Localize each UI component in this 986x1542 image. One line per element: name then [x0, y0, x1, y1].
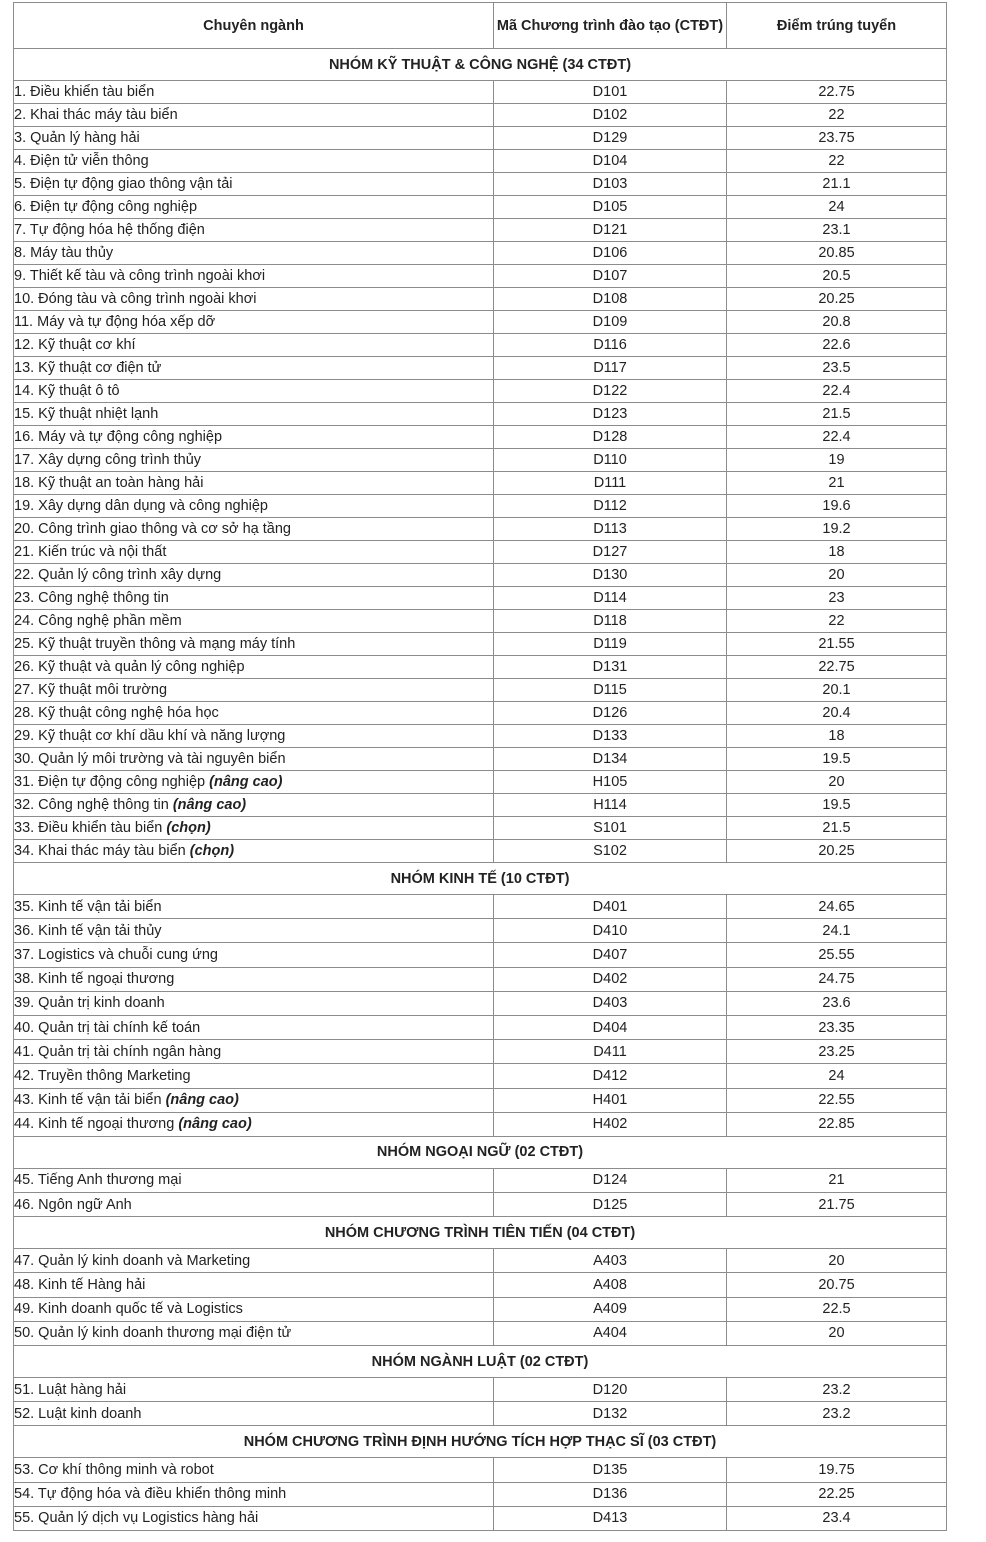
major-name-cell — [14, 334, 494, 357]
table-header-row — [14, 3, 947, 49]
table-row — [14, 1378, 947, 1402]
admission-score: 20 — [727, 564, 947, 587]
major-name: 25. Kỹ thuật truyền thông và mạng máy tính — [14, 636, 296, 652]
program-code: D122 — [494, 380, 727, 403]
program-code: D116 — [494, 334, 727, 357]
major-name-cell — [14, 1193, 494, 1217]
admission-score: 20.8 — [727, 311, 947, 334]
table-row — [14, 1015, 947, 1039]
table-row — [14, 1249, 947, 1273]
table-row — [14, 656, 947, 679]
major-name: 34. Khai thác máy tàu biển — [14, 843, 190, 859]
table-row — [14, 265, 947, 288]
table-row — [14, 991, 947, 1015]
admission-score: 24 — [727, 1064, 947, 1088]
major-name-cell — [14, 472, 494, 495]
major-name: 22. Quản lý công trình xây dựng — [14, 567, 222, 583]
group-header-row — [14, 1217, 947, 1249]
program-code: D117 — [494, 357, 727, 380]
major-name: 51. Luật hàng hải — [14, 1381, 127, 1398]
major-name: 52. Luật kinh doanh — [14, 1405, 142, 1422]
group-title: NHÓM CHƯƠNG TRÌNH ĐỊNH HƯỚNG TÍCH HỢP THẠC SĨ (03 CTĐT) — [14, 1426, 947, 1458]
admission-score: 18 — [727, 541, 947, 564]
table-row — [14, 380, 947, 403]
program-code: D111 — [494, 472, 727, 495]
table-row — [14, 1064, 947, 1088]
program-code: D109 — [494, 311, 727, 334]
program-code: S101 — [494, 817, 727, 840]
group-title: NHÓM NGOẠI NGỮ (02 CTĐT) — [14, 1136, 947, 1168]
table-row — [14, 817, 947, 840]
major-name-cell — [14, 702, 494, 725]
admission-score: 22 — [727, 104, 947, 127]
major-name-cell — [14, 771, 494, 794]
table-row — [14, 495, 947, 518]
major-name: 11. Máy và tự động hóa xếp dỡ — [14, 314, 216, 330]
header-program-code: Mã Chương trình đào tạo (CTĐT) — [494, 3, 727, 49]
major-name: 13. Kỹ thuật cơ điện tử — [14, 360, 162, 376]
major-name-cell — [14, 1458, 494, 1482]
major-name: 19. Xây dựng dân dụng và công nghiệp — [14, 498, 268, 514]
table-row — [14, 771, 947, 794]
table-row — [14, 943, 947, 967]
table-row — [14, 919, 947, 943]
program-code: A403 — [494, 1249, 727, 1273]
major-name: 48. Kinh tế Hàng hải — [14, 1277, 146, 1294]
program-code: D121 — [494, 219, 727, 242]
major-name-cell — [14, 104, 494, 127]
group-header-row — [14, 1346, 947, 1378]
program-code: D115 — [494, 679, 727, 702]
program-code: D105 — [494, 196, 727, 219]
group-title: NHÓM NGÀNH LUẬT (02 CTĐT) — [14, 1346, 947, 1378]
admission-score: 21.5 — [727, 403, 947, 426]
table-row — [14, 840, 947, 863]
program-code: D412 — [494, 1064, 727, 1088]
major-name: 32. Công nghệ thông tin — [14, 797, 173, 813]
major-name: 20. Công trình giao thông và cơ sở hạ tầng — [14, 521, 291, 537]
major-name: 27. Kỹ thuật môi trường — [14, 682, 168, 698]
group-header-row — [14, 863, 947, 895]
major-name-cell — [14, 1402, 494, 1426]
admission-score: 21.75 — [727, 1193, 947, 1217]
major-name: 54. Tự động hóa và điều khiển thông minh — [14, 1486, 287, 1503]
admission-score: 20 — [727, 1249, 947, 1273]
program-code: D108 — [494, 288, 727, 311]
major-name-cell — [14, 518, 494, 541]
program-code: D101 — [494, 81, 727, 104]
admission-score: 20.1 — [727, 679, 947, 702]
table-row — [14, 967, 947, 991]
admission-score: 22.6 — [727, 334, 947, 357]
program-code: D403 — [494, 991, 727, 1015]
admission-score: 23.25 — [727, 1040, 947, 1064]
program-code: D127 — [494, 541, 727, 564]
major-name-cell — [14, 1378, 494, 1402]
admission-score: 21.55 — [727, 633, 947, 656]
table-row — [14, 1482, 947, 1506]
major-name: 12. Kỹ thuật cơ khí — [14, 337, 136, 353]
major-name-cell — [14, 1112, 494, 1136]
program-code: D110 — [494, 449, 727, 472]
table-row — [14, 679, 947, 702]
program-code: D407 — [494, 943, 727, 967]
program-code: D413 — [494, 1506, 727, 1530]
major-name-cell — [14, 495, 494, 518]
table-row — [14, 173, 947, 196]
major-name: 2. Khai thác máy tàu biển — [14, 107, 178, 123]
admission-score: 23.2 — [727, 1378, 947, 1402]
major-name-cell — [14, 1040, 494, 1064]
major-name: 21. Kiến trúc và nội thất — [14, 544, 167, 560]
header-major: Chuyên ngành — [14, 3, 494, 49]
major-name-cell — [14, 564, 494, 587]
admission-score: 18 — [727, 725, 947, 748]
table-row — [14, 564, 947, 587]
table-row — [14, 1193, 947, 1217]
program-code: S102 — [494, 840, 727, 863]
program-code: D107 — [494, 265, 727, 288]
major-name: 36. Kinh tế vận tải thủy — [14, 922, 162, 939]
admission-score: 20.25 — [727, 840, 947, 863]
table-row — [14, 1088, 947, 1112]
table-row — [14, 541, 947, 564]
admission-score: 25.55 — [727, 943, 947, 967]
admission-score: 24.65 — [727, 895, 947, 919]
major-name: 35. Kinh tế vận tải biển — [14, 898, 162, 915]
admission-score: 24.1 — [727, 919, 947, 943]
table-row — [14, 1112, 947, 1136]
table-row — [14, 633, 947, 656]
admission-score: 22.5 — [727, 1297, 947, 1321]
major-name: 1. Điều khiển tàu biển — [14, 84, 155, 100]
program-code: A404 — [494, 1321, 727, 1345]
table-row — [14, 1040, 947, 1064]
admission-score: 19.75 — [727, 1458, 947, 1482]
table-row — [14, 472, 947, 495]
major-name: 7. Tự động hóa hệ thống điện — [14, 222, 205, 238]
major-name-cell — [14, 426, 494, 449]
program-code: D130 — [494, 564, 727, 587]
major-name-cell — [14, 919, 494, 943]
major-name-cell — [14, 81, 494, 104]
major-note: (nâng cao) — [172, 797, 247, 813]
major-note: (chọn) — [166, 820, 211, 836]
program-code: D124 — [494, 1168, 727, 1192]
major-name-cell — [14, 150, 494, 173]
major-name-cell — [14, 242, 494, 265]
program-code: H402 — [494, 1112, 727, 1136]
table-row — [14, 219, 947, 242]
major-note: (nâng cao) — [178, 1116, 252, 1133]
major-name-cell — [14, 633, 494, 656]
program-code: A409 — [494, 1297, 727, 1321]
major-name-cell — [14, 794, 494, 817]
major-note: (nâng cao) — [165, 1092, 239, 1109]
major-name: 3. Quản lý hàng hải — [14, 130, 140, 146]
program-code: D131 — [494, 656, 727, 679]
major-name-cell — [14, 288, 494, 311]
program-code: D410 — [494, 919, 727, 943]
admission-score: 21 — [727, 472, 947, 495]
program-code: D134 — [494, 748, 727, 771]
table-row — [14, 610, 947, 633]
major-name-cell — [14, 311, 494, 334]
major-name-cell — [14, 895, 494, 919]
admission-score: 21.1 — [727, 173, 947, 196]
program-code: D135 — [494, 1458, 727, 1482]
major-name: 15. Kỹ thuật nhiệt lạnh — [14, 406, 159, 422]
major-name-cell — [14, 1088, 494, 1112]
group-title: NHÓM KỸ THUẬT & CÔNG NGHỆ (34 CTĐT) — [14, 49, 947, 81]
major-name-cell — [14, 265, 494, 288]
table-row — [14, 748, 947, 771]
program-code: H105 — [494, 771, 727, 794]
table-row — [14, 127, 947, 150]
major-name: 39. Quản trị kinh doanh — [14, 995, 165, 1012]
major-name-cell — [14, 1249, 494, 1273]
major-name: 6. Điện tự động công nghiệp — [14, 199, 198, 215]
table-row — [14, 1297, 947, 1321]
major-name-cell — [14, 817, 494, 840]
group-title: NHÓM CHƯƠNG TRÌNH TIÊN TIẾN (04 CTĐT) — [14, 1217, 947, 1249]
table-row — [14, 150, 947, 173]
table-row — [14, 1458, 947, 1482]
table-row — [14, 403, 947, 426]
admission-score: 20.25 — [727, 288, 947, 311]
table-row — [14, 1168, 947, 1192]
header-score: Điểm trúng tuyển — [727, 3, 947, 49]
major-name-cell — [14, 748, 494, 771]
table-row — [14, 449, 947, 472]
major-name-cell — [14, 587, 494, 610]
major-name: 8. Máy tàu thủy — [14, 245, 114, 261]
admission-score: 22.75 — [727, 81, 947, 104]
program-code: D120 — [494, 1378, 727, 1402]
admission-score: 22.25 — [727, 1482, 947, 1506]
major-name-cell — [14, 1015, 494, 1039]
major-name: 24. Công nghệ phần mềm — [14, 613, 182, 629]
major-name-cell — [14, 449, 494, 472]
program-code: D104 — [494, 150, 727, 173]
table-row — [14, 587, 947, 610]
major-name-cell — [14, 1273, 494, 1297]
program-code: D133 — [494, 725, 727, 748]
program-code: D114 — [494, 587, 727, 610]
major-name: 17. Xây dựng công trình thủy — [14, 452, 202, 468]
major-name: 9. Thiết kế tàu và công trình ngoài khơi — [14, 268, 266, 284]
admission-score: 22 — [727, 610, 947, 633]
admission-score: 19.5 — [727, 794, 947, 817]
table-row — [14, 196, 947, 219]
major-name: 26. Kỹ thuật và quản lý công nghiệp — [14, 659, 245, 675]
major-name-cell — [14, 380, 494, 403]
major-name: 4. Điện tử viễn thông — [14, 153, 149, 169]
major-name: 46. Ngôn ngữ Anh — [14, 1196, 132, 1213]
admission-score: 22.4 — [727, 426, 947, 449]
major-name-cell — [14, 1297, 494, 1321]
admission-score: 23.1 — [727, 219, 947, 242]
admission-score: 20 — [727, 771, 947, 794]
table-row — [14, 104, 947, 127]
major-name: 30. Quản lý môi trường và tài nguyên biển — [14, 751, 286, 767]
major-name-cell — [14, 1064, 494, 1088]
major-name-cell — [14, 840, 494, 863]
major-name-cell — [14, 991, 494, 1015]
program-code: D128 — [494, 426, 727, 449]
admission-score: 23.35 — [727, 1015, 947, 1039]
admission-score: 19.6 — [727, 495, 947, 518]
major-name-cell — [14, 1506, 494, 1530]
program-code: D411 — [494, 1040, 727, 1064]
major-name: 5. Điện tự động giao thông vận tải — [14, 176, 233, 192]
table-row — [14, 702, 947, 725]
program-code: D123 — [494, 403, 727, 426]
admission-score: 23.2 — [727, 1402, 947, 1426]
group-header-row — [14, 1426, 947, 1458]
major-name: 37. Logistics và chuỗi cung ứng — [14, 946, 218, 963]
admission-score: 22.75 — [727, 656, 947, 679]
major-note: (nâng cao) — [209, 774, 283, 790]
major-name: 55. Quản lý dịch vụ Logistics hàng hải — [14, 1510, 259, 1527]
table-row — [14, 1273, 947, 1297]
admission-score: 23 — [727, 587, 947, 610]
program-code: D119 — [494, 633, 727, 656]
table-row — [14, 288, 947, 311]
program-code: D404 — [494, 1015, 727, 1039]
major-name: 28. Kỹ thuật công nghệ hóa học — [14, 705, 219, 721]
major-name-cell — [14, 541, 494, 564]
admission-score: 24.75 — [727, 967, 947, 991]
admission-score: 20.85 — [727, 242, 947, 265]
admission-score: 20.4 — [727, 702, 947, 725]
group-header-row — [14, 1136, 947, 1168]
major-name-cell — [14, 943, 494, 967]
table-row — [14, 426, 947, 449]
table-row — [14, 794, 947, 817]
major-name-cell — [14, 967, 494, 991]
admission-score: 24 — [727, 196, 947, 219]
admission-score-table — [13, 2, 947, 1531]
table-row — [14, 725, 947, 748]
major-name: 10. Đóng tàu và công trình ngoài khơi — [14, 291, 257, 307]
admission-score: 22 — [727, 150, 947, 173]
major-note: (chọn) — [189, 843, 235, 859]
table-row — [14, 1402, 947, 1426]
major-name: 53. Cơ khí thông minh và robot — [14, 1461, 214, 1478]
major-name: 45. Tiếng Anh thương mại — [14, 1172, 182, 1189]
program-code: D102 — [494, 104, 727, 127]
program-code: D136 — [494, 1482, 727, 1506]
admission-score: 23.75 — [727, 127, 947, 150]
major-name: 47. Quản lý kinh doanh và Marketing — [14, 1252, 251, 1269]
program-code: D112 — [494, 495, 727, 518]
table-row — [14, 1506, 947, 1530]
program-code: D106 — [494, 242, 727, 265]
program-code: D103 — [494, 173, 727, 196]
major-name-cell — [14, 610, 494, 633]
major-name: 38. Kinh tế ngoại thương — [14, 971, 175, 988]
admission-score: 20 — [727, 1321, 947, 1345]
program-code: D129 — [494, 127, 727, 150]
admission-score: 20.75 — [727, 1273, 947, 1297]
table-row — [14, 1321, 947, 1345]
table-row — [14, 81, 947, 104]
major-name: 23. Công nghệ thông tin — [14, 590, 169, 606]
major-name-cell — [14, 173, 494, 196]
table-row — [14, 895, 947, 919]
major-name-cell — [14, 1482, 494, 1506]
major-name: 31. Điện tự động công nghiệp — [14, 774, 210, 790]
admission-score: 20.5 — [727, 265, 947, 288]
major-name: 43. Kinh tế vận tải biển — [14, 1092, 166, 1109]
admission-score: 19.5 — [727, 748, 947, 771]
admission-score: 22.55 — [727, 1088, 947, 1112]
major-name: 49. Kinh doanh quốc tế và Logistics — [14, 1301, 243, 1318]
admission-score: 23.6 — [727, 991, 947, 1015]
major-name: 16. Máy và tự động công nghiệp — [14, 429, 223, 445]
program-code: D132 — [494, 1402, 727, 1426]
program-code: D118 — [494, 610, 727, 633]
table-row — [14, 357, 947, 380]
major-name: 14. Kỹ thuật ô tô — [14, 383, 120, 399]
program-code: D113 — [494, 518, 727, 541]
major-name-cell — [14, 219, 494, 242]
group-header-row — [14, 49, 947, 81]
table-row — [14, 242, 947, 265]
program-code: D126 — [494, 702, 727, 725]
major-name-cell — [14, 403, 494, 426]
admission-score: 23.4 — [727, 1506, 947, 1530]
table-row — [14, 518, 947, 541]
program-code: H401 — [494, 1088, 727, 1112]
major-name-cell — [14, 357, 494, 380]
program-code: D125 — [494, 1193, 727, 1217]
major-name-cell — [14, 679, 494, 702]
major-name: 18. Kỹ thuật an toàn hàng hải — [14, 475, 204, 491]
program-code: H114 — [494, 794, 727, 817]
major-name: 40. Quản trị tài chính kế toán — [14, 1019, 201, 1036]
major-name: 44. Kinh tế ngoại thương — [14, 1116, 179, 1133]
admission-score: 21.5 — [727, 817, 947, 840]
major-name: 29. Kỹ thuật cơ khí dầu khí và năng lượng — [14, 728, 286, 744]
major-name-cell — [14, 127, 494, 150]
major-name: 42. Truyền thông Marketing — [14, 1067, 191, 1084]
table-row — [14, 311, 947, 334]
major-name-cell — [14, 196, 494, 219]
major-name-cell — [14, 725, 494, 748]
major-name-cell — [14, 1168, 494, 1192]
program-code: D401 — [494, 895, 727, 919]
admission-score: 22.85 — [727, 1112, 947, 1136]
admission-score: 19.2 — [727, 518, 947, 541]
program-code: D402 — [494, 967, 727, 991]
admission-score: 21 — [727, 1168, 947, 1192]
admission-score: 22.4 — [727, 380, 947, 403]
major-name: 50. Quản lý kinh doanh thương mại điện tử — [14, 1325, 292, 1342]
major-name-cell — [14, 1321, 494, 1345]
major-name-cell — [14, 656, 494, 679]
group-title: NHÓM KINH TẾ (10 CTĐT) — [14, 863, 947, 895]
major-name: 33. Điều khiển tàu biển — [14, 820, 167, 836]
table-row — [14, 334, 947, 357]
major-name: 41. Quản trị tài chính ngân hàng — [14, 1043, 222, 1060]
admission-score: 23.5 — [727, 357, 947, 380]
admission-score: 19 — [727, 449, 947, 472]
program-code: A408 — [494, 1273, 727, 1297]
